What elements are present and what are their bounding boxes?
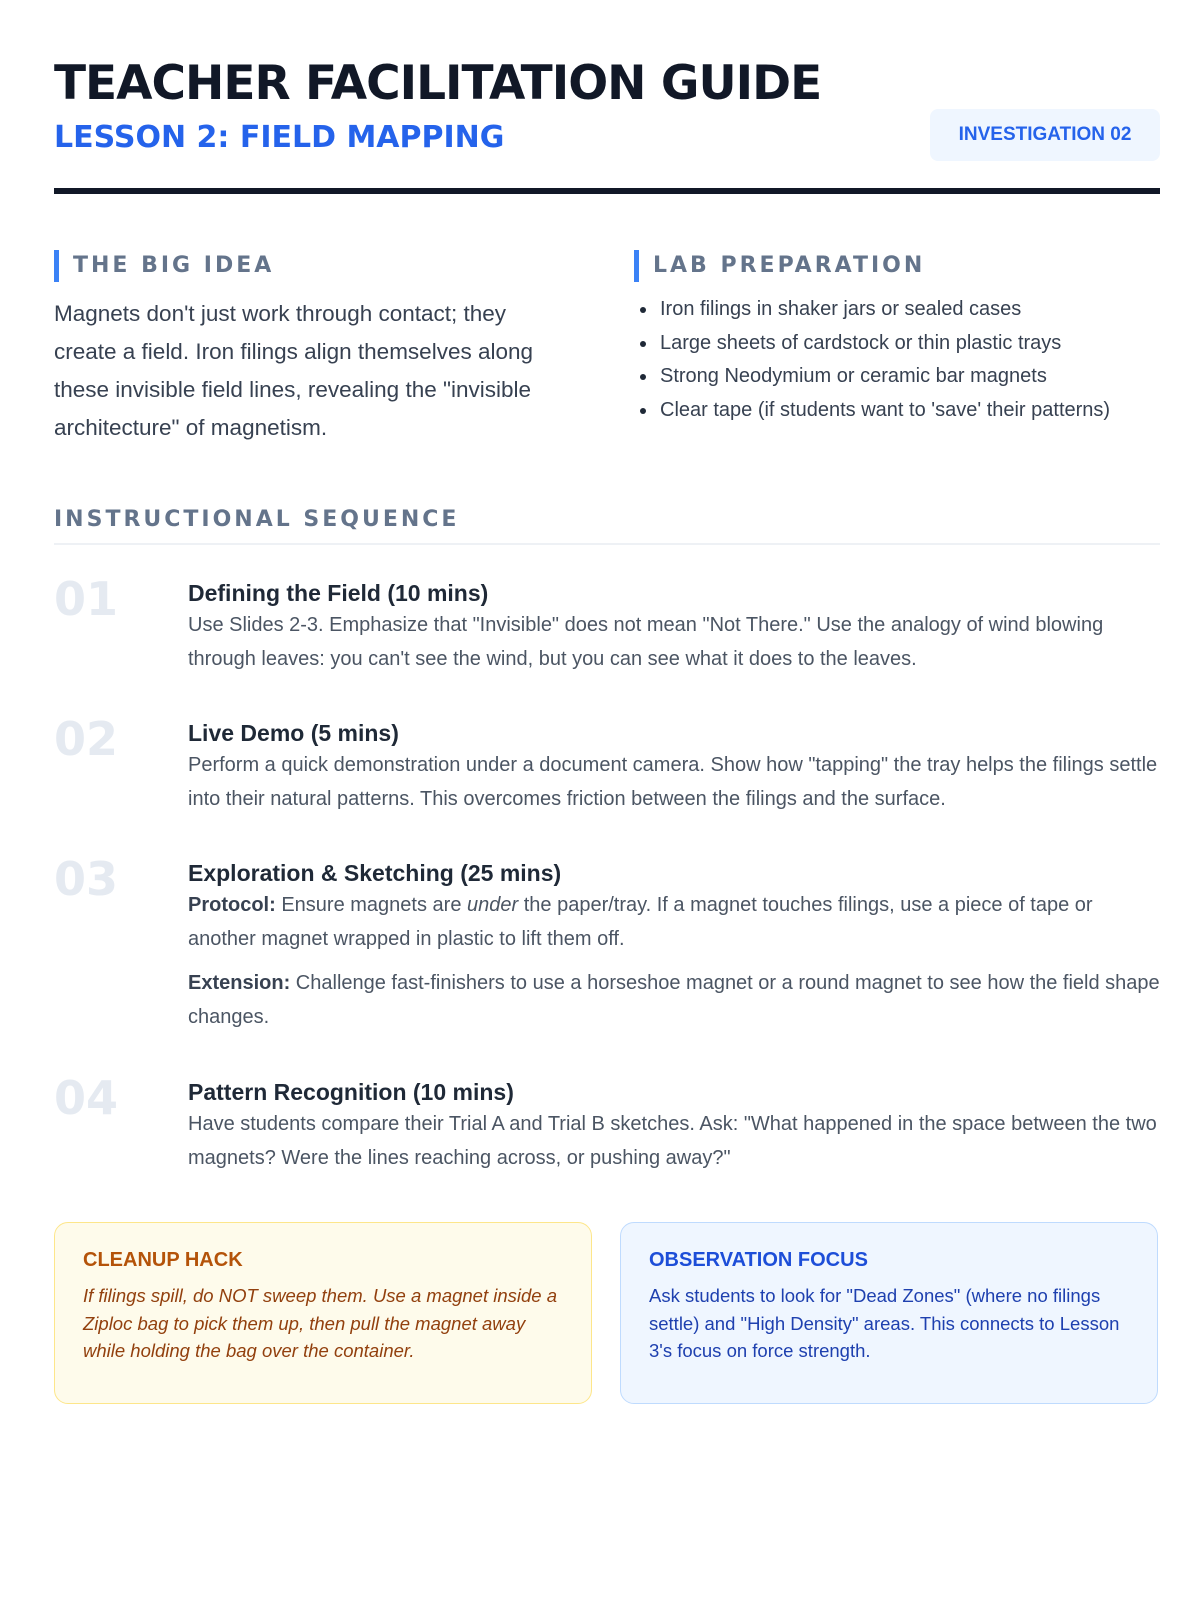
extension-text: Challenge fast-finishers to use a horseshoe magnet or a round magnet to see how the field shape changes. [188,972,1160,1028]
step-body [188,718,1160,816]
list-item: Clear tape (if students want to 'save' their patterns) [634,394,1160,428]
callout-text: Ask students to look for "Dead Zones" (where no filings settle) and "High Density" areas. This connects to Lesson 3's focus on force strength. [649,1285,1120,1361]
facilitation-guide-page [54,0,1160,1600]
lab-preparation-heading: LAB PREPARATION [634,250,925,282]
step-title: Pattern Recognition (10 mins) [188,1079,514,1105]
callout-title: OBSERVATION FOCUS [649,1249,868,1271]
cleanup-hack-callout [54,1222,592,1404]
step-text: Have students compare their Trial A and Trial B sketches. Ask: "What happened in the space between the two magnets? Were the lines reaching across, or pushing away?" [188,1113,1157,1169]
step-protocol-text [188,888,1160,956]
step-body [188,1077,1160,1175]
step-text: Use Slides 2-3. Emphasize that "Invisible" does not mean "Not There." Use the analogy of wind blowing through leaves: you can't see the wind, but you can see what it does to the leaves. [188,614,1104,670]
step-text: Perform a quick demonstration under a document camera. Show how "tapping" the tray helps the filings settle into their natural patterns. This overcomes friction between the filings and the surface. [188,754,1158,810]
step-extension-text [188,966,1160,1034]
step-number: 01 [54,572,119,626]
list-item: Strong Neodymium or ceramic bar magnets [634,360,1160,394]
page-title: TEACHER FACILITATION GUIDE [54,56,822,111]
step-title: Live Demo (5 mins) [188,720,399,746]
investigation-badge: INVESTIGATION 02 [930,109,1160,161]
protocol-text-before: Ensure magnets are [275,894,467,916]
big-idea-heading: THE BIG IDEA [54,250,274,282]
sequence-divider [54,543,1160,545]
lab-preparation-list [634,293,1160,427]
observation-focus-callout [620,1222,1158,1404]
step-body [188,578,1160,676]
protocol-emphasis: under [467,894,519,916]
instructional-sequence-heading: INSTRUCTIONAL SEQUENCE [54,507,460,532]
step-number: 03 [54,852,119,906]
list-item: Large sheets of cardstock or thin plastic trays [634,327,1160,361]
big-idea-text: Magnets don't just work through contact; they create a field. Iron filings align themselves along these invisible field lines, revealing the "invisible architecture" of magnetism. [54,301,534,440]
list-item: Iron filings in shaker jars or sealed cases [634,293,1160,327]
step-title: Defining the Field (10 mins) [188,580,489,606]
step-body [188,858,1160,1034]
step-number: 02 [54,712,119,766]
step-number: 04 [54,1071,119,1125]
guide-header [54,50,1160,196]
protocol-text-after: the paper/tray. If a magnet touches filings, use a piece of tape or another magnet wrapped in plastic to lift them off. [188,894,1093,950]
callout-title: CLEANUP HACK [83,1249,243,1271]
callout-text: If filings spill, do NOT sweep them. Use a magnet inside a Ziploc bag to pick them up, then pull the magnet away while holding the bag over the container. [83,1285,558,1361]
lesson-subtitle: LESSON 2: FIELD MAPPING [54,120,505,155]
header-divider [54,188,1160,194]
step-title: Exploration & Sketching (25 mins) [188,860,562,886]
extension-label: Extension: [188,972,291,994]
protocol-label: Protocol: [188,894,276,916]
